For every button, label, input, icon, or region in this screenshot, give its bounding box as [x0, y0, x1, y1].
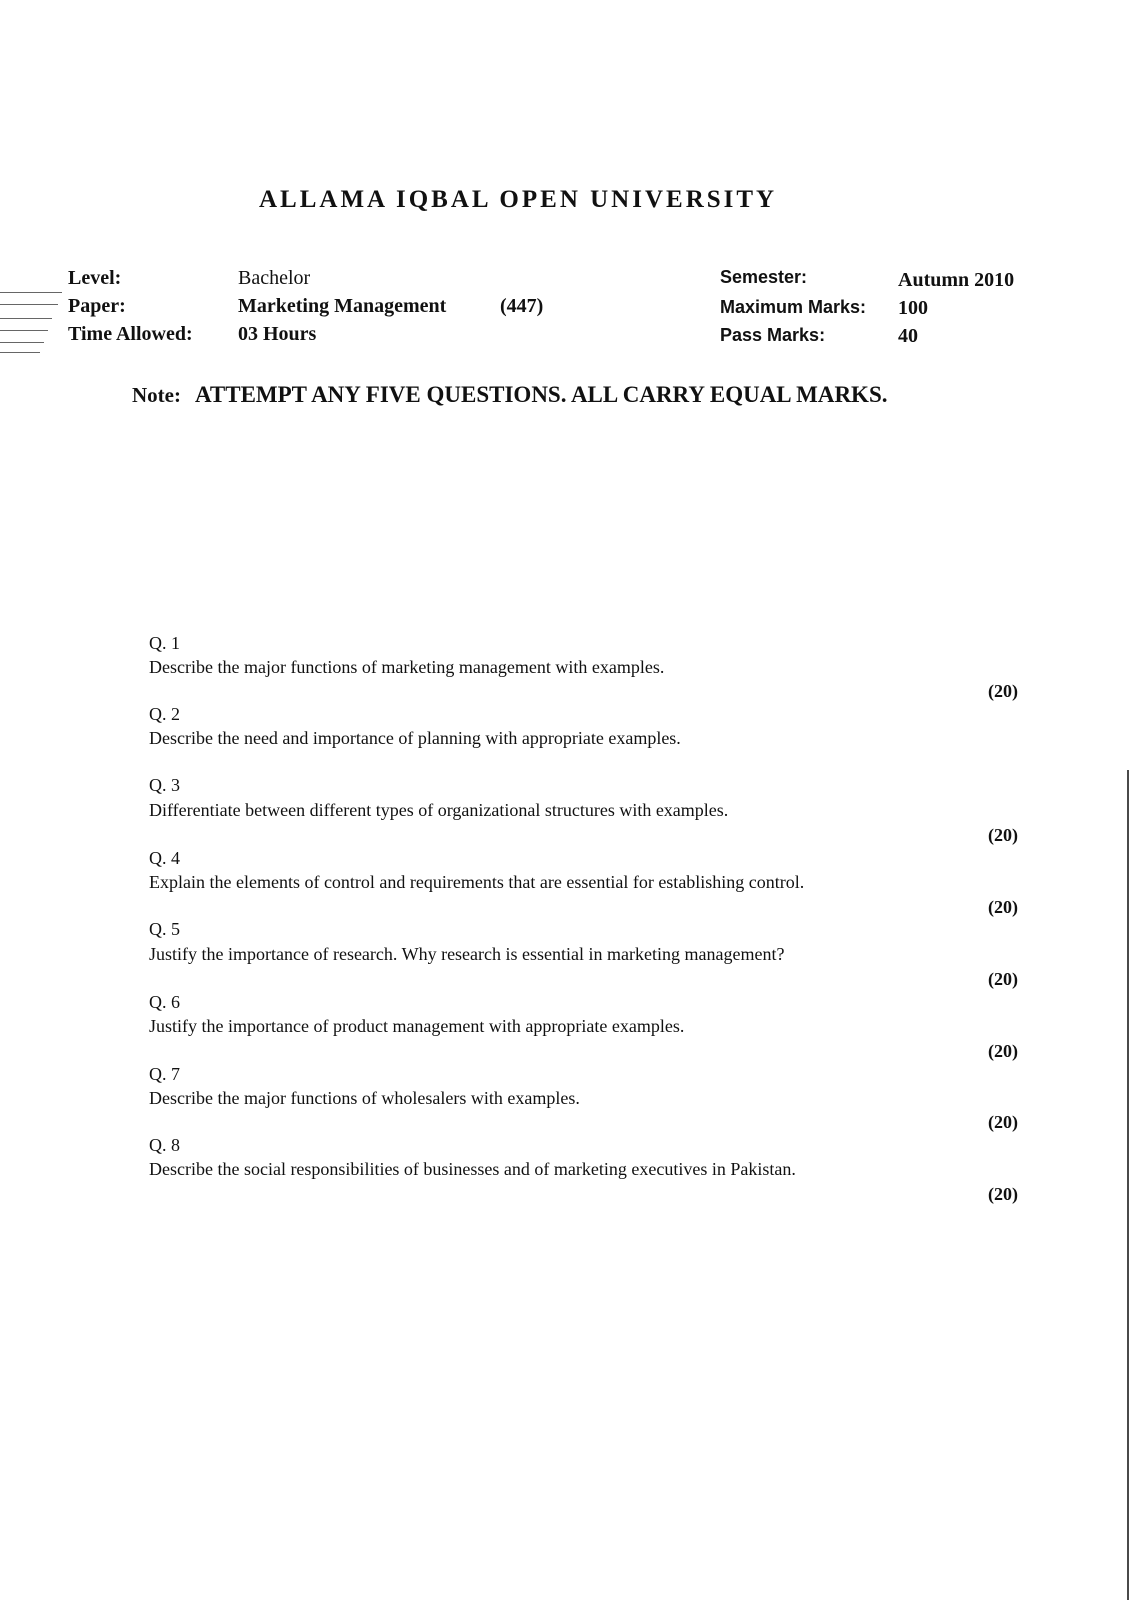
- question-marks: (20): [988, 681, 1018, 701]
- question-text: Differentiate between different types of organizational structures with examples.: [149, 800, 729, 820]
- time-allowed-value: 03 Hours: [238, 323, 317, 345]
- scan-mark: [0, 342, 44, 343]
- maximum-marks-value: 100: [898, 297, 928, 319]
- question-text: Justify the importance of product management with appropriate examples.: [149, 1016, 685, 1036]
- level-value: Bachelor: [238, 267, 311, 289]
- question-number: Q. 8: [149, 1135, 180, 1155]
- question-number: Q. 6: [149, 992, 180, 1012]
- question-marks: (20): [988, 897, 1018, 917]
- semester-label: Semester:: [720, 267, 808, 287]
- question-marks: (20): [988, 1041, 1018, 1061]
- question-number: Q. 2: [149, 704, 180, 724]
- semester-value: Autumn 2010: [898, 269, 1015, 291]
- question-text: Describe the social responsibilities of businesses and of marketing executives in Pakistan.: [149, 1159, 796, 1179]
- question-number: Q. 7: [149, 1064, 180, 1084]
- note-label: Note:: [132, 383, 181, 407]
- question-number: Q. 5: [149, 919, 180, 939]
- question-text: Explain the elements of control and requirements that are essential for establishing control.: [149, 872, 805, 892]
- paper-value: Marketing Management: [238, 295, 447, 317]
- paper-label: Paper:: [68, 295, 126, 317]
- pass-marks-value: 40: [898, 325, 918, 347]
- question-marks: (20): [988, 1112, 1018, 1132]
- note-text: ATTEMPT ANY FIVE QUESTIONS. ALL CARRY EQUAL MARKS.: [194, 382, 888, 407]
- time-allowed-label: Time Allowed:: [68, 323, 193, 345]
- scan-mark: [0, 318, 52, 319]
- maximum-marks-label: Maximum Marks:: [720, 297, 867, 317]
- pass-marks-label: Pass Marks:: [720, 325, 826, 345]
- paper-code: (447): [500, 295, 544, 317]
- question-text: Describe the need and importance of planning with appropriate examples.: [149, 728, 681, 748]
- question-marks: (20): [988, 969, 1018, 989]
- question-marks: (20): [988, 1184, 1018, 1204]
- instruction-note: [132, 382, 888, 408]
- scan-mark: [0, 292, 62, 293]
- question-text: Describe the major functions of wholesalers with examples.: [149, 1088, 580, 1108]
- scan-mark: [0, 330, 48, 331]
- question-text: Describe the major functions of marketing management with examples.: [149, 657, 665, 677]
- scan-mark: [0, 304, 58, 305]
- question-text: Justify the importance of research. Why research is essential in marketing management?: [149, 944, 785, 964]
- question-marks: (20): [988, 825, 1018, 845]
- question-number: Q. 1: [149, 633, 180, 653]
- question-number: Q. 4: [149, 848, 180, 868]
- level-label: Level:: [68, 267, 122, 289]
- question-number: Q. 3: [149, 775, 180, 795]
- scan-mark: [0, 352, 40, 353]
- university-title: ALLAMA IQBAL OPEN UNIVERSITY: [259, 186, 778, 213]
- scan-edge: [1127, 770, 1129, 1600]
